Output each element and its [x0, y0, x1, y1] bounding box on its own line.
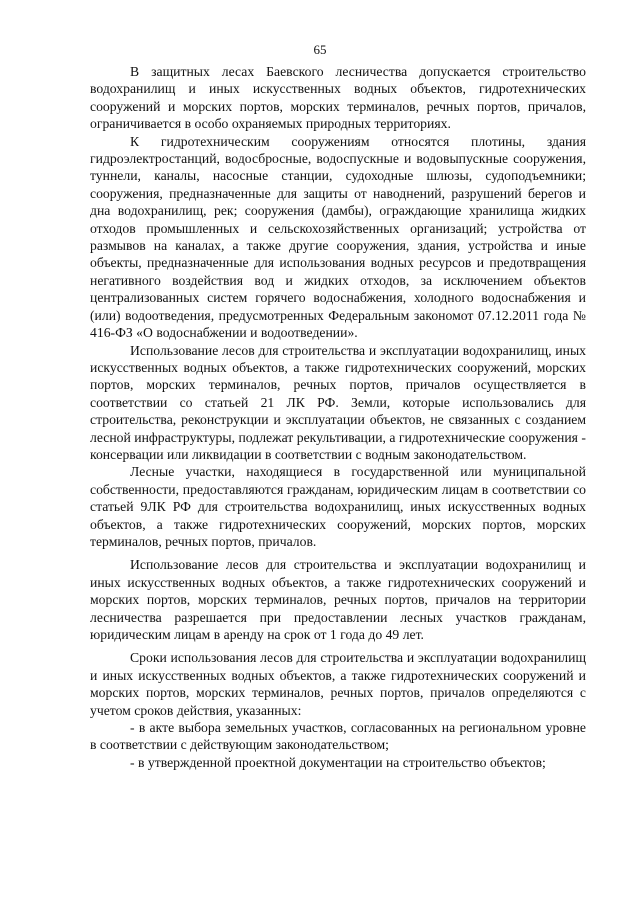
paragraph: Лесные участки, находящиеся в государственной или муниципальной собственности, предоставляются гражданам, юридическим лицам в соответствии со статьей 9ЛК РФ для строительства водохранилищ, иных искусственных водных объектов, а также гидротехнических сооружений, морских портов, морских терминалов, речных портов, причалов. — [90, 464, 586, 549]
paragraph: Сроки использования лесов для строительства и эксплуатации водохранилищ и иных искусственных водных объектов, а также гидротехнических сооружений и морских портов, морских терминалов, речных портов, причалов определяются с учетом сроков действия, указанных: — [90, 650, 586, 718]
list-item: - в утвержденной проектной документации на строительство объектов; — [130, 754, 546, 770]
paragraph: В защитных лесах Баевского лесничества допускается строительство водохранилищ и иных искусственных водных объектов, гидротехнических сооружений и морских портов, морских терминалов, речных портов, причалов, ограничивается в особо охраняемых природных территориях. — [90, 64, 586, 132]
list-item: - в акте выбора земельных участков, согласованных на региональном уровне в соответствии с действующим законодательством; — [90, 720, 586, 753]
document-body — [90, 63, 586, 771]
paragraph: Использование лесов для строительства и эксплуатации водохранилищ, иных искусственных водных объектов, а также гидротехнических сооружений, морских портов, морских терминалов, речных портов, причалов осуществляется в соответствии со статьей 21 ЛК РФ. Земли, которые использовались для строительства, реконструкции и эксплуатации объектов, не связанных с созданием лесной инфраструктуры, подлежат рекультивации, а гидротехнические сооружения - консервации или ликвидации в соответствии с водным законодательством. — [90, 342, 586, 462]
paragraph: Использование лесов для строительства и эксплуатации водохранилищ и иных искусственных водных объектов, а также гидротехнических сооружений и морских портов, морских терминалов, речных портов, причалов на территории лесничества разрешается при предоставлении лесных участков гражданам, юридическим лицам в аренду на срок от 1 года до 49 лет. — [90, 557, 586, 642]
page-number: 65 — [313, 42, 327, 57]
paragraph: К гидротехническим сооружениям относятся плотины, здания гидроэлектростанций, водосбросные, водоспускные и водовыпускные сооружения, туннели, каналы, насосные станции, судоходные шлюзы, судоподъемники; сооружения, предназначенные для защиты от наводнений, разрушений берегов и дна водохранилищ, рек; сооружения (дамбы), ограждающие хранилища жидких отходов промышленных и сельскохозяйственных организаций; устройства от размывов на каналах, а также другие сооружения, здания, устройства и иные объекты, предназначенные для использования водных ресурсов и предотвращения негативного воздействия вод и жидких отходов, за исключением объектов централизованных систем горячего водоснабжения, холодного водоснабжения и (или) водоотведения, предусмотренных Федеральным закономот 07.12.2011 года № 416-ФЗ «О водоснабжении и водоотведении». — [90, 133, 586, 341]
